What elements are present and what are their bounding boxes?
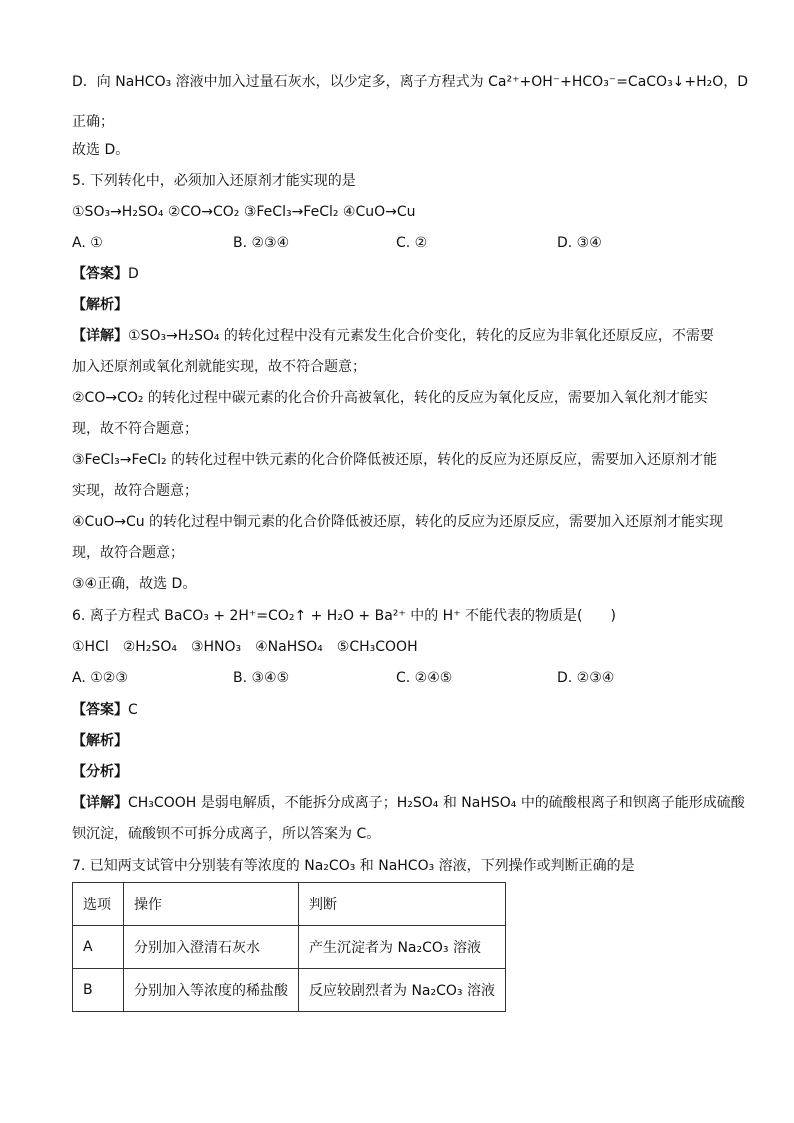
q6-detail-tag: 【详解】 (72, 795, 128, 811)
q5-detail-tag: 【详解】 (72, 328, 128, 344)
q6-fenxi-tag: 【分析】 (72, 764, 128, 780)
q5-answer-tag: 【答案】 (72, 266, 128, 282)
table-row (73, 926, 506, 969)
q5-option-c: C. ② (396, 235, 428, 251)
q6-items: ①HCl ②H₂SO₄ ③HNO₃ ④NaHSO₄ ⑤CH₃COOH (72, 639, 418, 655)
q5-items: ①SO₃→H₂SO₄ ②CO→CO₂ ③FeCl₃→FeCl₂ ④CuO→Cu (72, 204, 416, 220)
q7-row-a-operation: 分别加入澄清石灰水 (124, 926, 299, 969)
q5-detail-line-2: 加入还原剂或氧化剂就能实现，故不符合题意； (72, 359, 366, 375)
prev-d-line: D．向 NaHCO₃ 溶液中加入过量石灰水，以少定多，离子方程式为 Ca²⁺+OH⁻+HCO₃⁻=CaCO₃↓+H₂O，D (72, 74, 749, 90)
q6-stem: 6. 离子方程式 BaCO₃ + 2H⁺=CO₂↑ + H₂O + Ba²⁺ 中的 H⁺ 不能代表的物质是( ) (72, 608, 616, 624)
prev-choose: 故选 D。 (72, 142, 130, 158)
q5-detail-line-9: ③④正确，故选 D。 (72, 576, 197, 592)
q6-option-a: A. ①②③ (72, 670, 128, 686)
q5-stem: 5. 下列转化中，必须加入还原剂才能实现的是 (72, 173, 356, 189)
q6-detail-line-1 (72, 793, 745, 813)
q5-detail-line-1 (72, 326, 714, 346)
q6-option-d: D. ②③④ (557, 670, 615, 686)
q5-detail-line-8: 现，故符合题意； (72, 545, 184, 561)
q7-header-option: 选项 (73, 883, 124, 926)
q5-analysis-tag: 【解析】 (72, 297, 128, 313)
q6-answer-value: C (128, 702, 138, 718)
q5-option-d: D. ③④ (557, 235, 602, 251)
q7-stem: 7. 已知两支试管中分别装有等浓度的 Na₂CO₃ 和 NaHCO₃ 溶液，下列操作或判断正确的是 (72, 858, 635, 874)
q5-option-b: B. ②③④ (233, 235, 290, 251)
q7-table-header-row (73, 883, 506, 926)
q6-detail-text-1: CH₃COOH 是弱电解质，不能拆分成离子；H₂SO₄ 和 NaHSO₄ 中的硫酸根离子和钡离子能形成硫酸 (128, 795, 745, 811)
table-row (73, 969, 506, 1012)
q7-row-a-judgement: 产生沉淀者为 Na₂CO₃ 溶液 (299, 926, 506, 969)
q6-answer-tag: 【答案】 (72, 702, 128, 718)
q7-row-a-option: A (73, 926, 124, 969)
q5-detail-line-6: 实现，故符合题意； (72, 483, 198, 499)
q6-detail-line-2: 钡沉淀，硫酸钡不可拆分成离子，所以答案为 C。 (72, 826, 381, 842)
q5-detail-line-4: 现，故不符合题意； (72, 421, 198, 437)
q6-option-b: B. ③④⑤ (233, 670, 290, 686)
q5-detail-line-7: ④CuO→Cu 的转化过程中铜元素的化合价降低被还原，转化的反应为还原反应，需要加入还原剂才能实现 (72, 514, 724, 530)
q7-header-judgement: 判断 (299, 883, 506, 926)
q7-row-b-judgement: 反应较剧烈者为 Na₂CO₃ 溶液 (299, 969, 506, 1012)
q6-answer (72, 700, 138, 720)
q7-header-operation: 操作 (124, 883, 299, 926)
q6-analysis-tag: 【解析】 (72, 733, 128, 749)
q5-option-a: A. ① (72, 235, 103, 251)
q5-detail-line-3: ②CO→CO₂ 的转化过程中碳元素的化合价升高被氧化，转化的反应为氧化反应，需要加入氧化剂才能实 (72, 390, 708, 406)
q6-option-c: C. ②④⑤ (396, 670, 453, 686)
q5-detail-line-5: ③FeCl₃→FeCl₂ 的转化过程中铁元素的化合价降低被还原，转化的反应为还原反应，需要加入还原剂才能 (72, 452, 718, 468)
q7-row-b-operation: 分别加入等浓度的稀盐酸 (124, 969, 299, 1012)
q5-answer (72, 264, 139, 284)
prev-d-cont: 正确； (72, 114, 114, 130)
q5-detail-text-1: ①SO₃→H₂SO₄ 的转化过程中没有元素发生化合价变化，转化的反应为非氧化还原反应，不需要 (128, 328, 714, 344)
q7-table (72, 882, 506, 1012)
q5-answer-value: D (128, 266, 139, 282)
q7-row-b-option: B (73, 969, 124, 1012)
